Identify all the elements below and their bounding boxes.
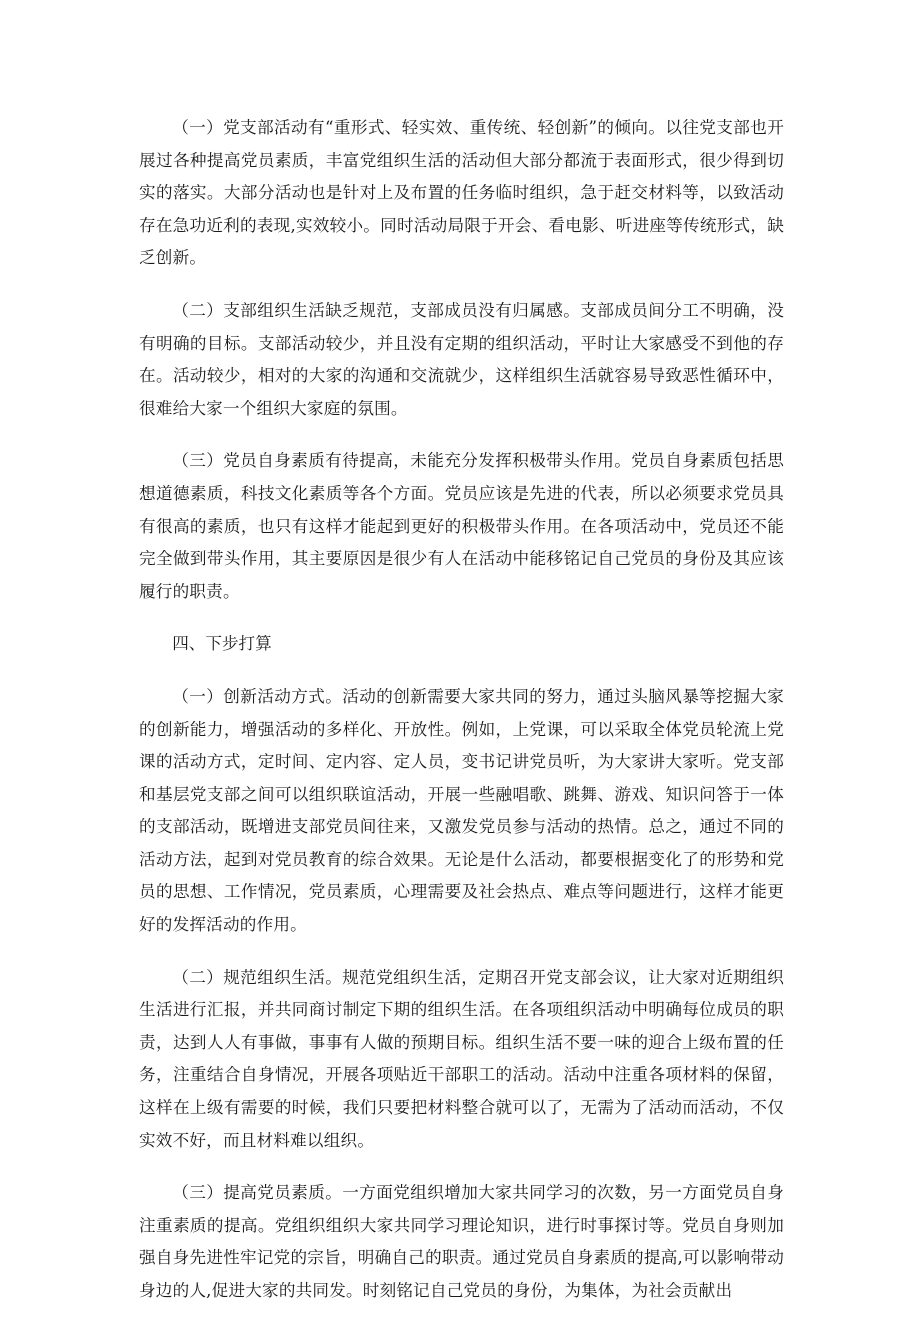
paragraph-1: （一）党支部活动有“重形式、轻实效、重传统、轻创新”的倾向。以往党支部也开展过各种提高党员素质，丰富党组织生活的活动但大部分都流于表面形式，很少得到切实的落实。大部分活动也是针对上及布置的任务临时组织，急于赶交材料等，以致活动存在急功近利的表现,实效较小。同时活动局限于开会、看电影、听进座等传统形式，缺乏创新。 bbox=[139, 118, 784, 268]
section-paragraph-1: （一）创新活动方式。活动的创新需要大家共同的努力，通过头脑风暴等挖掘大家的创新能力，增强活动的多样化、开放性。例如，上党课，可以采取全体党员轮流上党课的活动方式，定时间、定内容、定人员，变书记讲党员听，为大家讲大家听。党支部和基层党支部之间可以组织联谊活动，开展一些融唱歌、跳舞、游戏、知识问答于一体的支部活动，既增进支部党员间往来，又激发党员参与活动的热情。总之，通过不同的活动方法，起到对党员教育的综合效果。无论是什么活动，都要根据变化了的形势和党员的思想、工作情况，党员素质，心理需要及社会热点、难点等问题进行，这样才能更好的发挥活动的作用。 bbox=[139, 686, 784, 935]
section-heading: 四、下步打算 bbox=[172, 634, 272, 654]
section-paragraph-3: （三）提高党员素质。一方面党组织增加大家共同学习的次数，另一方面党员自身注重素质的提高。党组织组织大家共同学习理论知识，进行时事探讨等。党员自身则加强自身先进性牢记党的宗旨，明确自己的职责。通过党员自身素质的提高,可以影响带动身边的人,促进大家的共同发。时刻铭记自己党员的身份，为集体，为社会贡献出 bbox=[139, 1183, 784, 1300]
section-paragraph-2: （二）规范组织生活。规范党组织生活，定期召开党支部会议，让大家对近期组织生活进行汇报，并共同商讨制定下期的组织生活。在各项组织活动中明确每位成员的职责，达到人人有事做，事事有人做的预期目标。组织生活不要一味的迎合上级布置的任务，注重结合自身情况，开展各项贴近干部职工的活动。活动中注重各项材料的保留，这样在上级有需要的时候，我们只要把材料整合就可以了，无需为了活动而活动，不仅实效不好，而且材料难以组织。 bbox=[139, 967, 784, 1150]
paragraph-3: （三）党员自身素质有待提高，未能充分发挥积极带头作用。党员自身素质包括思想道德素质，科技文化素质等各个方面。党员应该是先进的代表，所以必须要求党员具有很高的素质，也只有这样才能起到更好的积极带头作用。在各项活动中，党员还不能完全做到带头作用，其主要原因是很少有人在活动中能移铭记自己党员的身份及其应该履行的职责。 bbox=[139, 451, 784, 601]
paragraph-2: （二）支部组织生活缺乏规范，支部成员没有归属感。支部成员间分工不明确，没有明确的目标。支部活动较少，并且没有定期的组织活动，平时让大家感受不到他的存在。活动较少，相对的大家的沟通和交流就少，这样组织生活就容易导致恶性循环中，很难给大家一个组织大家庭的氛围。 bbox=[139, 300, 784, 418]
document-page bbox=[139, 112, 784, 1328]
